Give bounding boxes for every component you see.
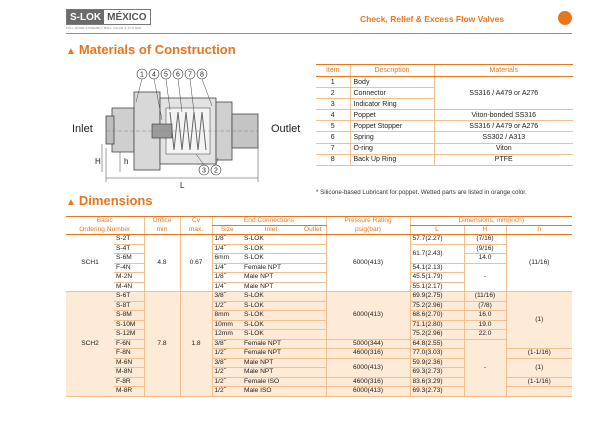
size-value: 1/4˝ (212, 263, 242, 273)
outlet-value (300, 349, 326, 359)
item-number: 8 (316, 154, 350, 165)
ordering-suffix: F-4N (114, 263, 144, 273)
pressure-value: 5000(344) (326, 339, 410, 349)
callout-number: 4 (152, 71, 156, 79)
inlet-value: Female NPT (242, 263, 300, 273)
item-description: Connector (350, 88, 434, 99)
inlet-label: Inlet (72, 123, 93, 135)
dim-H-value: (7/8) (464, 301, 506, 311)
outlet-value (300, 292, 326, 302)
item-material: SS316 / A479 or A276 (434, 77, 573, 110)
dim-H-value: (7/16) (464, 235, 506, 245)
dim-H-value: - (464, 339, 506, 396)
table-header-row (66, 226, 572, 235)
header-accent-dot (558, 11, 572, 25)
dim-H-value: (11/16) (464, 292, 506, 302)
dim-L-value: 61.7(2.43) (410, 244, 464, 263)
item-description: Poppet Stopper (350, 121, 434, 132)
dim-L-value: 75.2(2.96) (410, 301, 464, 311)
materials-footnote: * Silicone-based Lubricant for poppet. Wetted parts are listed in orange color. (316, 189, 527, 196)
outlet-label: Outlet (271, 123, 301, 135)
dim-L-value: 69.3(2.73) (410, 368, 464, 378)
item-description: Poppet (350, 110, 434, 121)
dim-H-value: 14.0 (464, 254, 506, 264)
pressure-value: 6000(413) (326, 292, 410, 340)
table-row (316, 110, 573, 121)
ordering-suffix: S-12M (114, 330, 144, 340)
inlet-value: Male NPT (242, 368, 300, 378)
ordering-suffix: S-6T (114, 292, 144, 302)
table-row (316, 121, 573, 132)
item-number: 7 (316, 143, 350, 154)
pressure-value: 4600(316) (326, 377, 410, 387)
size-value: 1/2˝ (212, 301, 242, 311)
outlet-value (300, 339, 326, 349)
item-number: 1 (316, 77, 350, 88)
col-header-end-connections: End Connections (212, 217, 326, 226)
table-row (66, 254, 572, 264)
col-header-cv-unit: max. (180, 226, 212, 235)
page-header-title: Check, Relief & Excess Flow Valves (360, 14, 505, 24)
pressure-value: 6000(413) (326, 235, 410, 292)
dimension-h-label: h (124, 157, 129, 166)
table-row (66, 263, 572, 273)
col-header-inlet: Inlet (242, 226, 300, 235)
dim-H-value: 16.0 (464, 311, 506, 321)
item-number: 3 (316, 99, 350, 110)
dim-L-value: 45.5(1.79) (410, 273, 464, 283)
inlet-value: Female NPT (242, 349, 300, 359)
col-header-H: H (464, 226, 506, 235)
outlet-value (300, 387, 326, 397)
ordering-suffix: M-2N (114, 273, 144, 283)
callout-number: 3 (202, 167, 206, 175)
dim-H-value: 19.0 (464, 320, 506, 330)
dim-L-value: 69.3(2.73) (410, 387, 464, 397)
col-header-description: Description (350, 65, 434, 77)
inlet-value: S-LOK (242, 254, 300, 264)
item-description: O-ring (350, 143, 434, 154)
table-header-row (316, 65, 573, 77)
materials-table (316, 64, 573, 166)
inlet-value: Male ISO (242, 387, 300, 397)
ordering-suffix: M-8R (114, 387, 144, 397)
ordering-suffix: S-2T (114, 235, 144, 245)
col-header-outlet: Outlet (300, 226, 326, 235)
table-row (316, 143, 573, 154)
group-name: SCH2 (66, 292, 114, 397)
col-header-basic: Basic (66, 217, 144, 226)
ordering-suffix: S-4T (114, 244, 144, 254)
dim-H-value: (9/16) (464, 244, 506, 254)
table-row (316, 77, 573, 88)
dim-L-value: 64.8(2.55) (410, 339, 464, 349)
outlet-value (300, 330, 326, 340)
col-header-pressure: Pressure Rating (326, 217, 410, 226)
item-description: Back Up Ring (350, 154, 434, 165)
table-row (66, 311, 572, 321)
outlet-value (300, 273, 326, 283)
outlet-value (300, 377, 326, 387)
outlet-value (300, 244, 326, 254)
col-header-L: L (410, 226, 464, 235)
outlet-value (300, 263, 326, 273)
inlet-value: Male NPT (242, 273, 300, 283)
item-material: Viton (434, 143, 573, 154)
item-material: PTFE (434, 154, 573, 165)
item-number: 5 (316, 121, 350, 132)
dim-h-value: (1) (506, 358, 572, 377)
dimensions-title-text: Dimensions (78, 193, 153, 208)
ordering-suffix: F-6N (114, 339, 144, 349)
size-value: 8mm (212, 311, 242, 321)
size-value: 1/2˝ (212, 349, 242, 359)
size-value: 1/2˝ (212, 368, 242, 378)
col-header-orifice-unit: mm (144, 226, 180, 235)
dimensions-section-title (66, 193, 153, 208)
dim-h-value: (1-1/16) (506, 349, 572, 359)
orifice-value: 4.8 (144, 235, 180, 292)
valve-body-drawing (106, 92, 258, 170)
item-description: Spring (350, 132, 434, 143)
table-row (316, 132, 573, 143)
item-material: Viton-bonded SS316 (434, 110, 573, 121)
table-row (66, 301, 572, 311)
dim-h-value: (11/16) (506, 235, 572, 292)
col-header-orifice: Orifice (144, 217, 180, 226)
size-value: 1/8˝ (212, 273, 242, 283)
col-header-cv: Cv (180, 217, 212, 226)
table-row (66, 292, 572, 302)
outlet-value (300, 311, 326, 321)
inlet-value: S-LOK (242, 330, 300, 340)
logo-part-1: S-LOK (67, 10, 104, 24)
dim-L-value: 77.0(3.03) (410, 349, 464, 359)
inlet-value: Female NPT (242, 339, 300, 349)
table-row (66, 339, 572, 349)
callout-number: 1 (140, 71, 144, 79)
table-row (66, 330, 572, 340)
dim-L-value: 75.2(2.96) (410, 330, 464, 340)
outlet-value (300, 320, 326, 330)
dim-L-value: 69.9(2.75) (410, 292, 464, 302)
brand-logo (66, 9, 151, 25)
size-value: 3/8˝ (212, 292, 242, 302)
size-value: 1/4˝ (212, 244, 242, 254)
callout-number: 6 (176, 71, 180, 79)
col-header-psig: psig(bar) (326, 226, 410, 235)
outlet-value (300, 235, 326, 245)
pressure-value: 4600(316) (326, 349, 410, 359)
ordering-suffix: S-6M (114, 254, 144, 264)
table-row (316, 154, 573, 165)
dim-L-value: 83.6(3.29) (410, 377, 464, 387)
size-value: 3/8˝ (212, 339, 242, 349)
inlet-value: S-LOK (242, 301, 300, 311)
size-value: 1/2˝ (212, 377, 242, 387)
callout-number: 7 (188, 71, 192, 79)
dim-L-value: 68.6(2.70) (410, 311, 464, 321)
dim-H-value: 22.0 (464, 330, 506, 340)
size-value: 12mm (212, 330, 242, 340)
dim-h-value: (1) (506, 292, 572, 349)
dim-H-value: - (464, 263, 506, 292)
item-description: Body (350, 77, 434, 88)
item-material: SS302 / A313 (434, 132, 573, 143)
dimensions-table (66, 216, 572, 397)
inlet-value: Male NPT (242, 358, 300, 368)
dim-L-value: 57.7(2.27) (410, 235, 464, 245)
section-bullet-icon: ▲ (66, 197, 76, 208)
dimension-L-label: L (180, 181, 185, 190)
table-row (66, 244, 572, 254)
col-header-h: h (506, 226, 572, 235)
materials-title-text: Materials of Construction (78, 42, 236, 57)
item-number: 2 (316, 88, 350, 99)
inlet-value: S-LOK (242, 292, 300, 302)
logo-tagline: FULL-BORE ASSEMBLY BALL VALVE & SYSTEM (66, 26, 142, 30)
materials-section-title (66, 42, 236, 57)
table-row (66, 320, 572, 330)
ordering-suffix: M-6N (114, 358, 144, 368)
dim-h-value (506, 387, 572, 397)
logo-part-2: MÉXICO (104, 10, 149, 24)
inlet-value: S-LOK (242, 320, 300, 330)
outlet-value (300, 358, 326, 368)
group-name: SCH1 (66, 235, 114, 292)
size-value: 1/2˝ (212, 387, 242, 397)
table-row (66, 235, 572, 245)
size-value: 6mm (212, 254, 242, 264)
size-value: 1/4˝ (212, 282, 242, 292)
outlet-value (300, 368, 326, 378)
item-description: Indicator Ring (350, 99, 434, 110)
ordering-suffix: S-8T (114, 301, 144, 311)
size-value: 1/8˝ (212, 235, 242, 245)
cv-value: 1.8 (180, 292, 212, 397)
callout-number: 8 (200, 71, 204, 79)
dim-L-value: 54.1(2.13) (410, 263, 464, 273)
cv-value: 0.67 (180, 235, 212, 292)
callout-number: 2 (214, 167, 218, 175)
item-number: 6 (316, 132, 350, 143)
ordering-suffix: F-8R (114, 377, 144, 387)
inlet-value: Female ISO (242, 377, 300, 387)
inlet-value: Male NPT (242, 282, 300, 292)
ordering-suffix: S-10M (114, 320, 144, 330)
ordering-suffix: M-8N (114, 368, 144, 378)
table-header-row (66, 217, 572, 226)
outlet-value (300, 282, 326, 292)
size-value: 10mm (212, 320, 242, 330)
col-header-size: Size (212, 226, 242, 235)
pressure-value: 6000(413) (326, 387, 410, 397)
outlet-value (300, 254, 326, 264)
header-divider (66, 33, 572, 34)
item-number: 4 (316, 110, 350, 121)
col-header-ordering: Ordering Number (66, 226, 144, 235)
col-header-item: Item (316, 65, 350, 77)
dim-L-value: 55.1(2.17) (410, 282, 464, 292)
section-bullet-icon: ▲ (66, 46, 76, 57)
item-material: SS316 / A479 or A276 (434, 121, 573, 132)
dim-L-value: 71.1(2.80) (410, 320, 464, 330)
ordering-suffix: S-8M (114, 311, 144, 321)
ordering-suffix: M-4N (114, 282, 144, 292)
callout-number: 5 (164, 71, 168, 79)
valve-cross-section-diagram (66, 62, 311, 190)
pressure-value: 6000(413) (326, 358, 410, 377)
dimension-H-label: H (95, 157, 101, 166)
col-header-materials: Materials (434, 65, 573, 77)
inlet-value: S-LOK (242, 244, 300, 254)
outlet-value (300, 301, 326, 311)
ordering-suffix: F-8N (114, 349, 144, 359)
inlet-value: S-LOK (242, 311, 300, 321)
orifice-value: 7.8 (144, 292, 180, 397)
size-value: 3/8˝ (212, 358, 242, 368)
col-header-dimensions: Dimensions, mm(inch) (410, 217, 572, 226)
dim-L-value: 59.9(2.36) (410, 358, 464, 368)
inlet-value: S-LOK (242, 235, 300, 245)
dim-h-value: (1-1/16) (506, 377, 572, 387)
